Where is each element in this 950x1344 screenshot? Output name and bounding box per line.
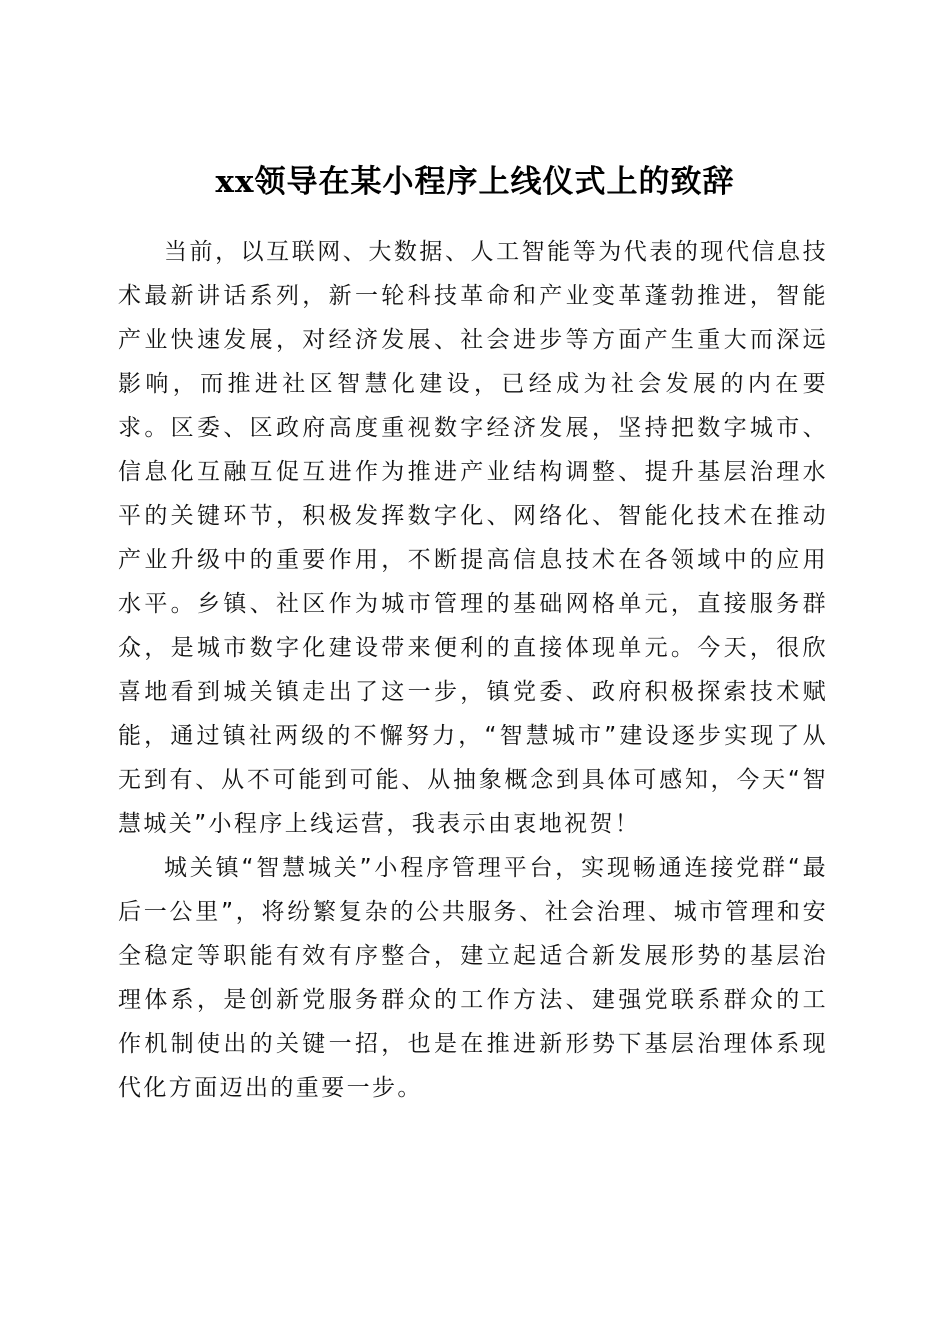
document-body bbox=[118, 230, 828, 1110]
paragraph-2: 城关镇“智慧城关”小程序管理平台，实现畅通连接党群“最后一公里”，将纷繁复杂的公共服务、社会治理、城市管理和安全稳定等职能有效有序整合，建立起适合新发展形势的基层治理体系，是创新党服务群众的工作方法、建强党联系群众的工作机制使出的关键一招，也是在推进新形势下基层治理体系现代化方面迈出的重要一步。 bbox=[118, 855, 828, 1101]
document-title: xx领导在某小程序上线仪式上的致辞 bbox=[215, 163, 735, 200]
paragraph-1: 当前，以互联网、大数据、人工智能等为代表的现代信息技术最新讲话系列，新一轮科技革命和产业变革蓬勃推进，智能产业快速发展，对经济发展、社会进步等方面产生重大而深远影响，而推进社区智慧化建设，已经成为社会发展的内在要求。区委、区政府高度重视数字经济发展，坚持把数字城市、信息化互融互促互进作为推进产业结构调整、提升基层治理水平的关键环节，积极发挥数字化、网络化、智能化技术在推动产业升级中的重要作用，不断提高信息技术在各领域中的应用水平。乡镇、社区作为城市管理的基础网格单元，直接服务群众，是城市数字化建设带来便利的直接体现单元。今天，很欣喜地看到城关镇走出了这一步，镇党委、政府积极探索技术赋能，通过镇社两级的不懈努力，“智慧城市”建设逐步实现了从无到有、从不可能到可能、从抽象概念到具体可感知，今天“智慧城关”小程序上线运营，我表示由衷地祝贺！ bbox=[118, 239, 828, 837]
